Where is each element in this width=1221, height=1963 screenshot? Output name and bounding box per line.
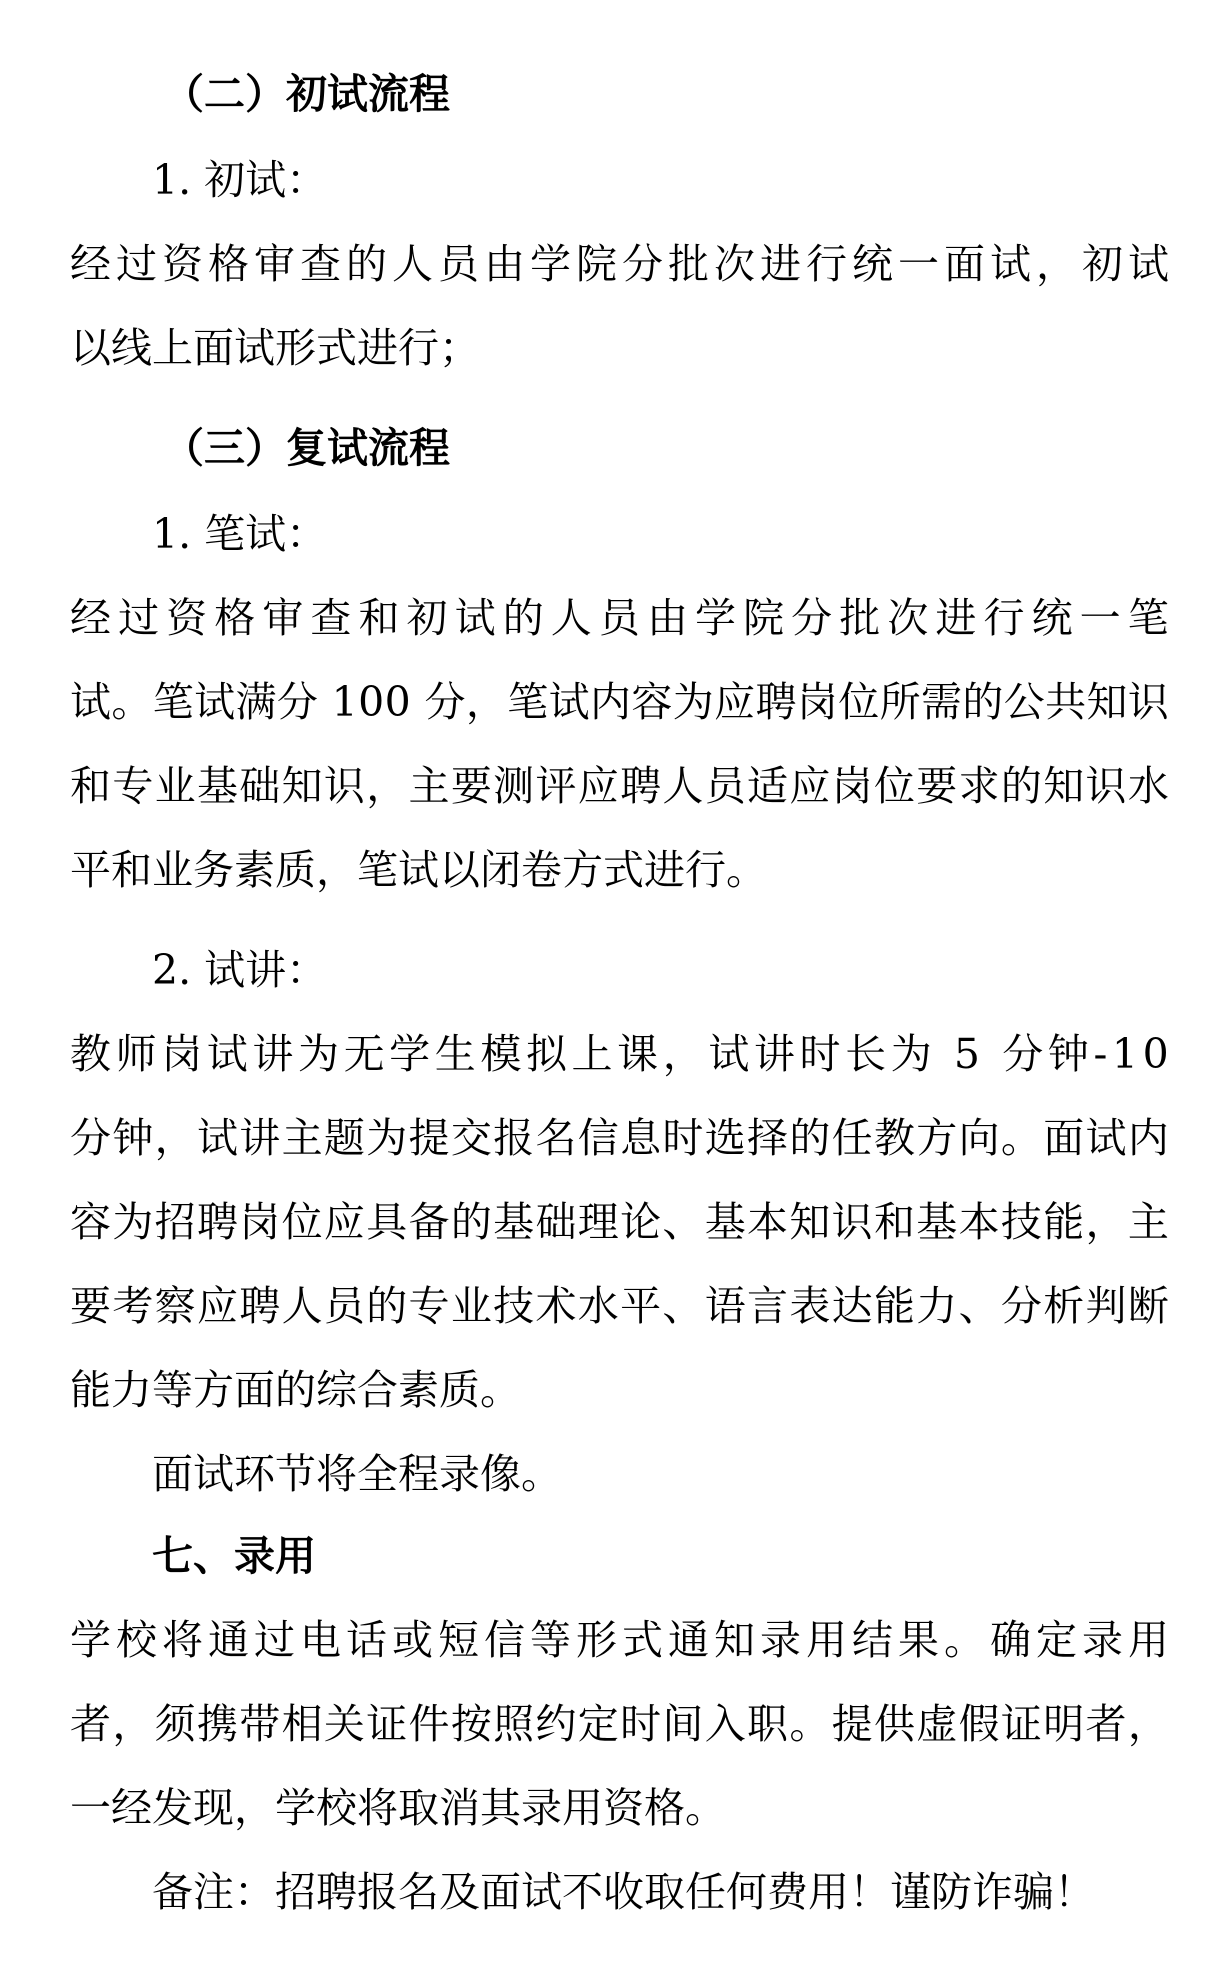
note-anti-fraud: 备注：招聘报名及面试不收取任何费用！谨防诈骗！ <box>152 1868 1095 1916</box>
paragraph-line: 和 专 业 基 础 知 识 ， 主 要 测 评 应 聘 人 员 适 应 岗 位 要 求 的 知 识 水 <box>70 762 1169 810</box>
paragraph-line: 者 ， 须 携 带 相 关 证 件 按 照 约 定 时 间 入 职 。 提 供 虚 假 证 明 者 ， <box>70 1700 1169 1748</box>
paragraph-line: 学 校 将 通 过 电 话 或 短 信 等 形 式 通 知 录 用 结 果 。 确 定 录 用 <box>70 1616 1169 1664</box>
paragraph-line: 以线上面试形式进行； <box>70 324 480 372</box>
item-heading-written-test: 1. 笔试： <box>152 510 328 558</box>
paragraph-line: 容 为 招 聘 岗 位 应 具 备 的 基 础 理 论 、 基 本 知 识 和 基 本 技 能 ， 主 <box>70 1198 1169 1246</box>
paragraph-line: 试 。 笔 试 满 分 1 0 0 分 ， 笔 试 内 容 为 应 聘 岗 位 所 需 的 公 共 知 识 <box>70 678 1169 726</box>
paragraph-line: 要 考 察 应 聘 人 员 的 专 业 技 术 水 平 、 语 言 表 达 能 力 、 分 析 判 断 <box>70 1282 1169 1330</box>
paragraph-line: 分 钟 ， 试 讲 主 题 为 提 交 报 名 信 息 时 选 择 的 任 教 方 向 。 面 试 内 <box>70 1114 1169 1162</box>
paragraph-line: 经 过 资 格 审 查 的 人 员 由 学 院 分 批 次 进 行 统 一 面 试 ， 初 试 <box>70 240 1169 288</box>
paragraph-line: 能力等方面的综合素质。 <box>70 1366 521 1414</box>
paragraph-line: 一经发现，学校将取消其录用资格。 <box>70 1784 726 1832</box>
item-heading-initial-interview: 1. 初试： <box>152 156 328 204</box>
paragraph-line: 教 师 岗 试 讲 为 无 学 生 模 拟 上 课 ， 试 讲 时 长 为 5 分 钟 - 1 0 <box>70 1030 1169 1078</box>
paragraph-recording-notice: 面试环节将全程录像。 <box>152 1450 562 1498</box>
paragraph-line: 平和业务素质，笔试以闭卷方式进行。 <box>70 846 767 894</box>
section-heading-second-interview: （三）复试流程 <box>163 424 450 472</box>
section-heading-employment: 七、录用 <box>152 1532 316 1580</box>
section-heading-initial-interview: （二）初试流程 <box>163 70 450 118</box>
item-heading-trial-lecture: 2. 试讲： <box>152 946 328 994</box>
paragraph-line: 经 过 资 格 审 查 和 初 试 的 人 员 由 学 院 分 批 次 进 行 统 一 笔 <box>70 594 1169 642</box>
